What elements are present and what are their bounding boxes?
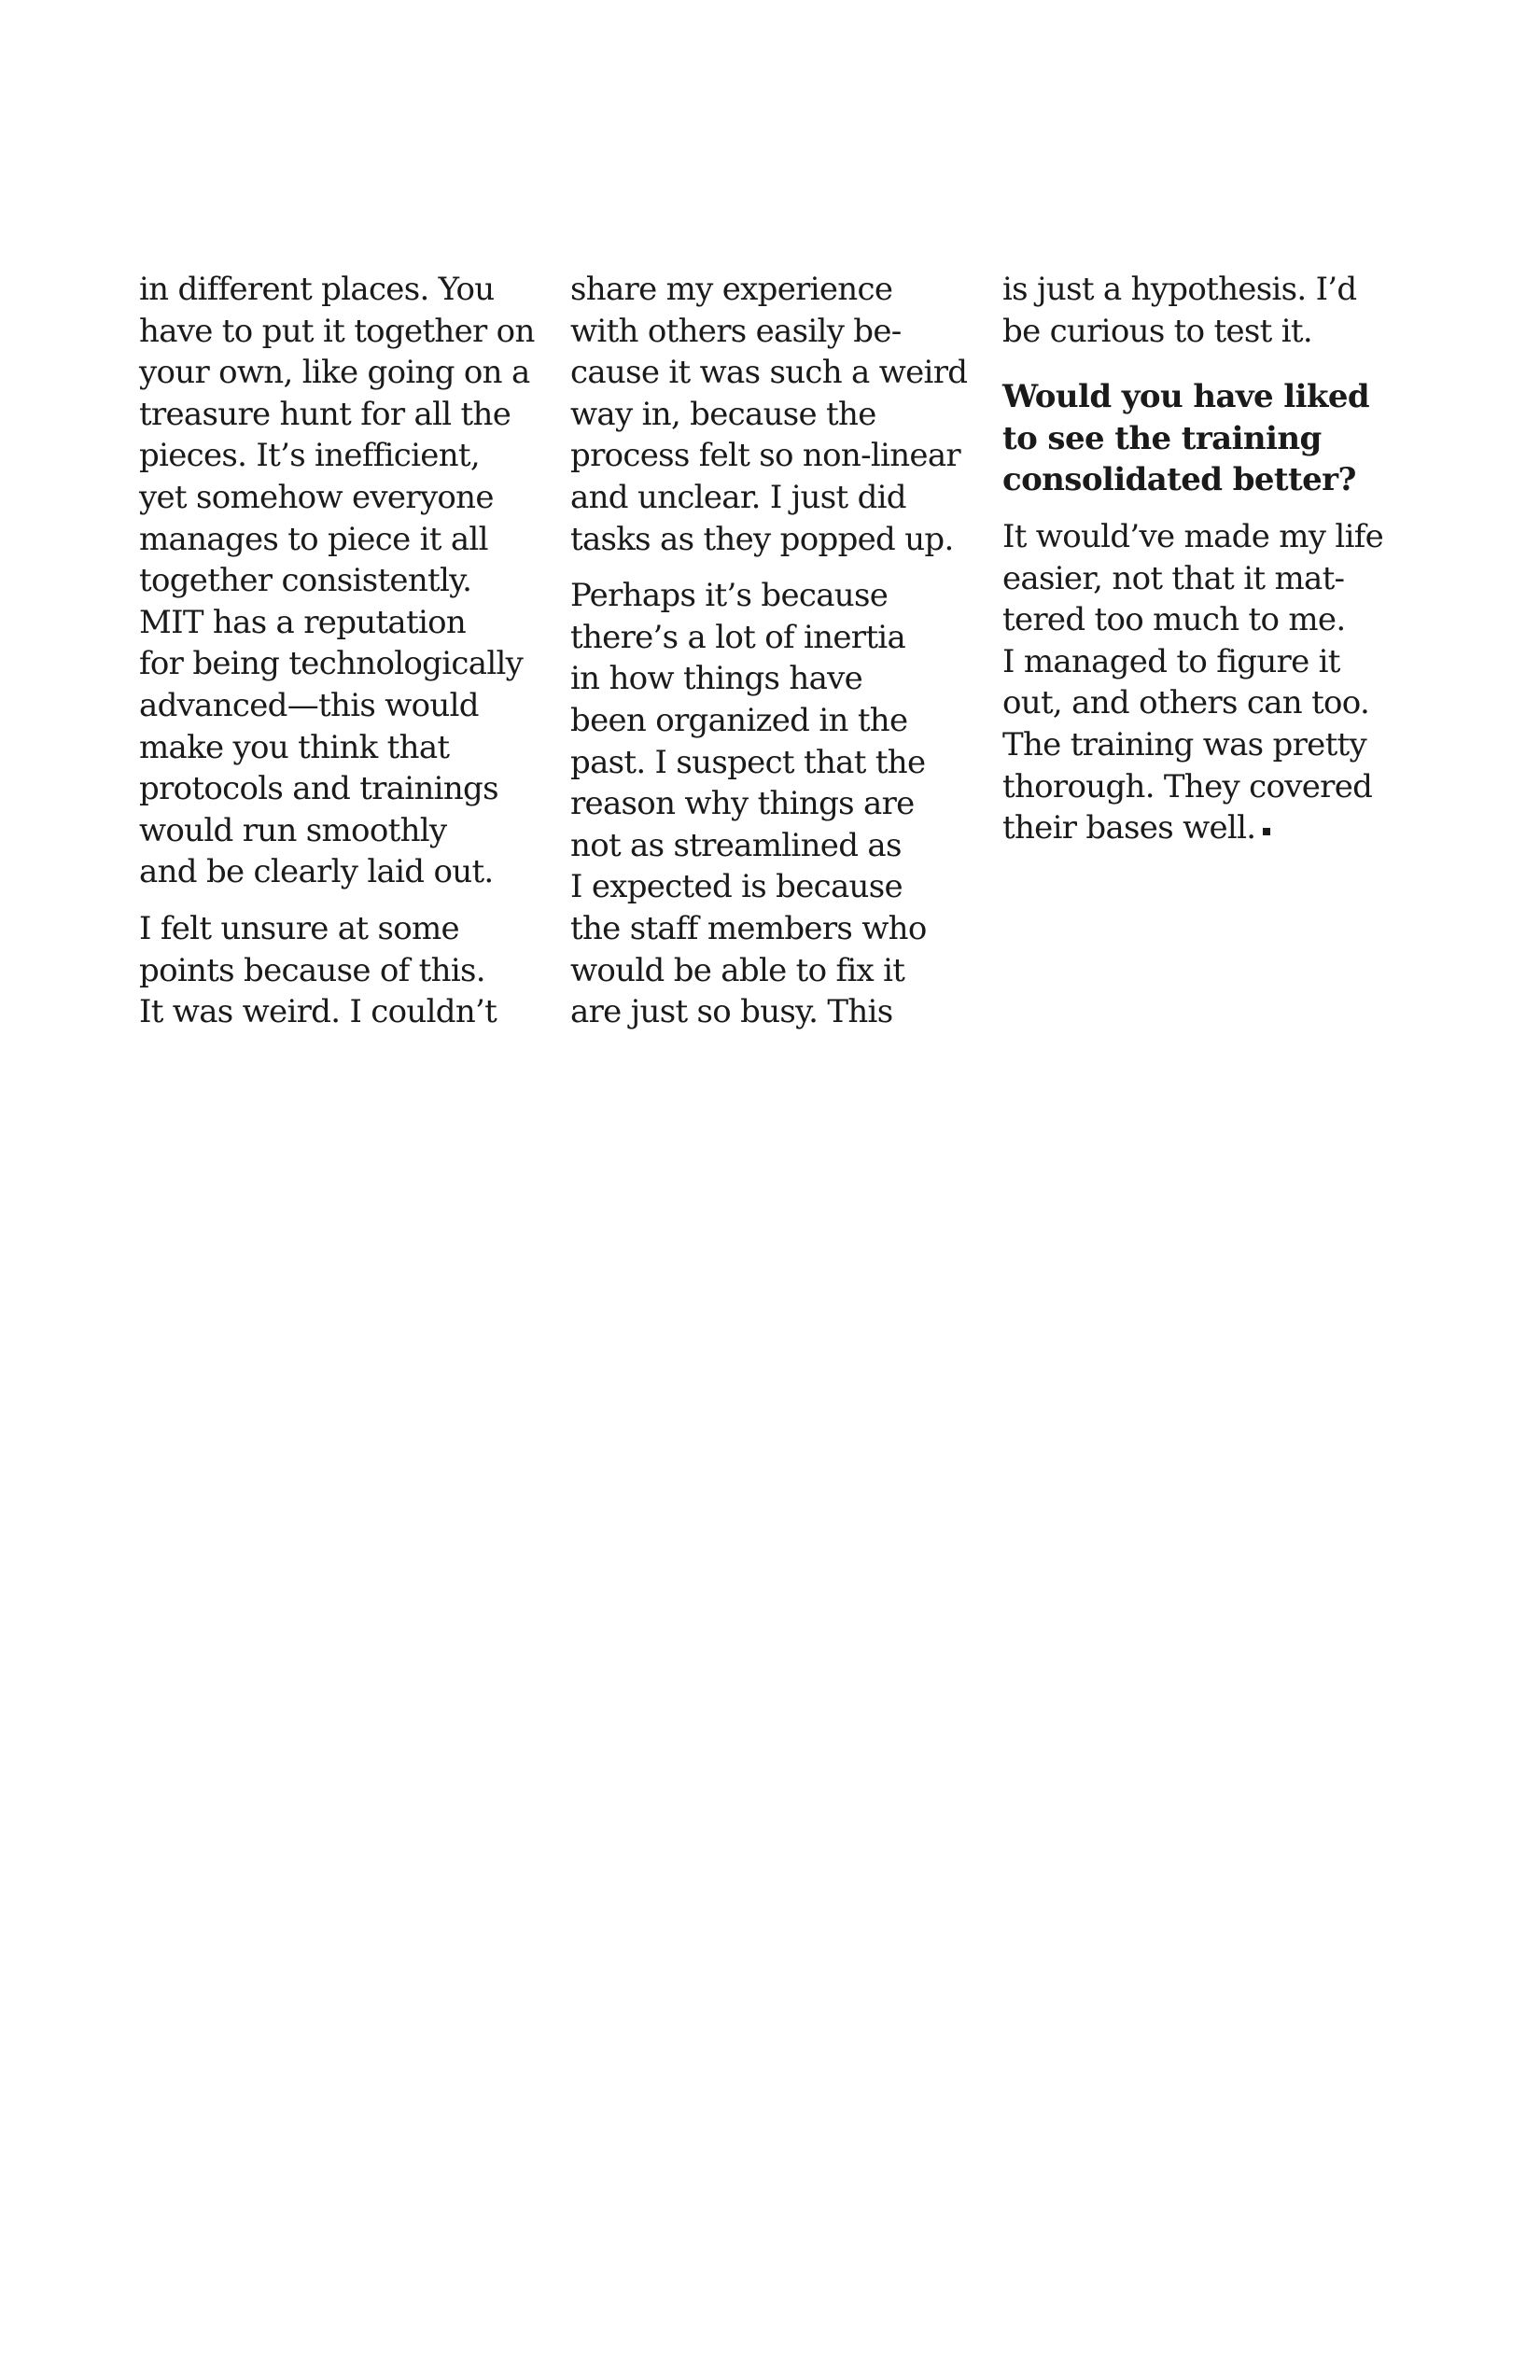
interview-answer [1002, 516, 1404, 849]
text-line: protocols and trainings [139, 770, 498, 808]
last-line-text: their bases well. [1002, 809, 1256, 847]
question-line: consolidated better? [1002, 461, 1356, 499]
text-line: MIT has a reputation [139, 603, 467, 641]
text-line: I expected is because [570, 868, 903, 906]
text-line: be curious to test it. [1002, 312, 1312, 350]
paragraph [570, 575, 981, 1033]
text-line: tasks as they popped up. [570, 520, 954, 558]
text-line: manages to piece it all [139, 520, 488, 558]
text-line: with others easily be- [570, 312, 902, 350]
text-line: cause it was such a weird [570, 354, 968, 392]
text-line: out, and others can too. [1002, 684, 1370, 722]
paragraph [139, 269, 550, 893]
text-line: share my experience [570, 271, 893, 308]
column-2 [570, 269, 981, 1048]
text-line: would be able to fix it [570, 951, 905, 989]
text-line: is just a hypothesis. I’d [1002, 271, 1357, 308]
text-line: there’s a lot of inertia [570, 618, 906, 656]
paragraph [139, 908, 550, 1033]
text-line: have to put it together on [139, 312, 535, 350]
text-line: tered too much to me. [1002, 601, 1346, 639]
text-line: treasure hunt for all the [139, 395, 511, 433]
paragraph [570, 269, 981, 560]
column-3 [1002, 269, 1404, 864]
text-line: past. I suspect that the [570, 743, 926, 781]
text-line: the staff members who [570, 909, 927, 947]
text-line: pieces. It’s inefficient, [139, 437, 480, 475]
interview-question [1002, 367, 1404, 501]
text-line: I managed to figure it [1002, 642, 1340, 680]
text-line: are just so busy. This [570, 993, 893, 1031]
text-line: together consistently. [139, 562, 472, 600]
text-line: advanced—this would [139, 686, 479, 724]
paragraph [1002, 269, 1404, 352]
text-line: make you think that [139, 728, 450, 766]
last-text-line [1002, 807, 1404, 849]
text-line: I felt unsure at some [139, 909, 459, 947]
text-line: would run smoothly [139, 811, 447, 849]
text-line: not as streamlined as [570, 826, 902, 864]
text-line: process felt so non-linear [570, 437, 960, 475]
text-line: It would’ve made my life [1002, 517, 1384, 555]
question-line: Would you have liked [1002, 378, 1370, 416]
text-line: and unclear. I just did [570, 478, 906, 516]
text-line: It was weird. I couldn’t [139, 993, 497, 1031]
text-line: reason why things are [570, 785, 915, 823]
text-line: points because of this. [139, 951, 485, 989]
end-of-article-mark [1263, 828, 1270, 835]
text-line: your own, like going on a [139, 354, 530, 392]
text-line: The training was pretty [1002, 725, 1367, 763]
text-line: been organized in the [570, 701, 908, 739]
text-line: Perhaps it’s because [570, 577, 889, 615]
question-line: to see the training [1002, 419, 1322, 457]
text-line: thorough. They covered [1002, 767, 1373, 805]
text-line: in different places. You [139, 271, 495, 308]
text-line: for being technologically [139, 645, 524, 683]
column-1 [139, 269, 550, 1048]
text-line: in how things have [570, 660, 863, 698]
text-line: yet somehow everyone [139, 478, 494, 516]
text-line: easier, not that it mat- [1002, 559, 1345, 597]
text-line: and be clearly laid out. [139, 853, 494, 891]
text-line: way in, because the [570, 395, 876, 433]
